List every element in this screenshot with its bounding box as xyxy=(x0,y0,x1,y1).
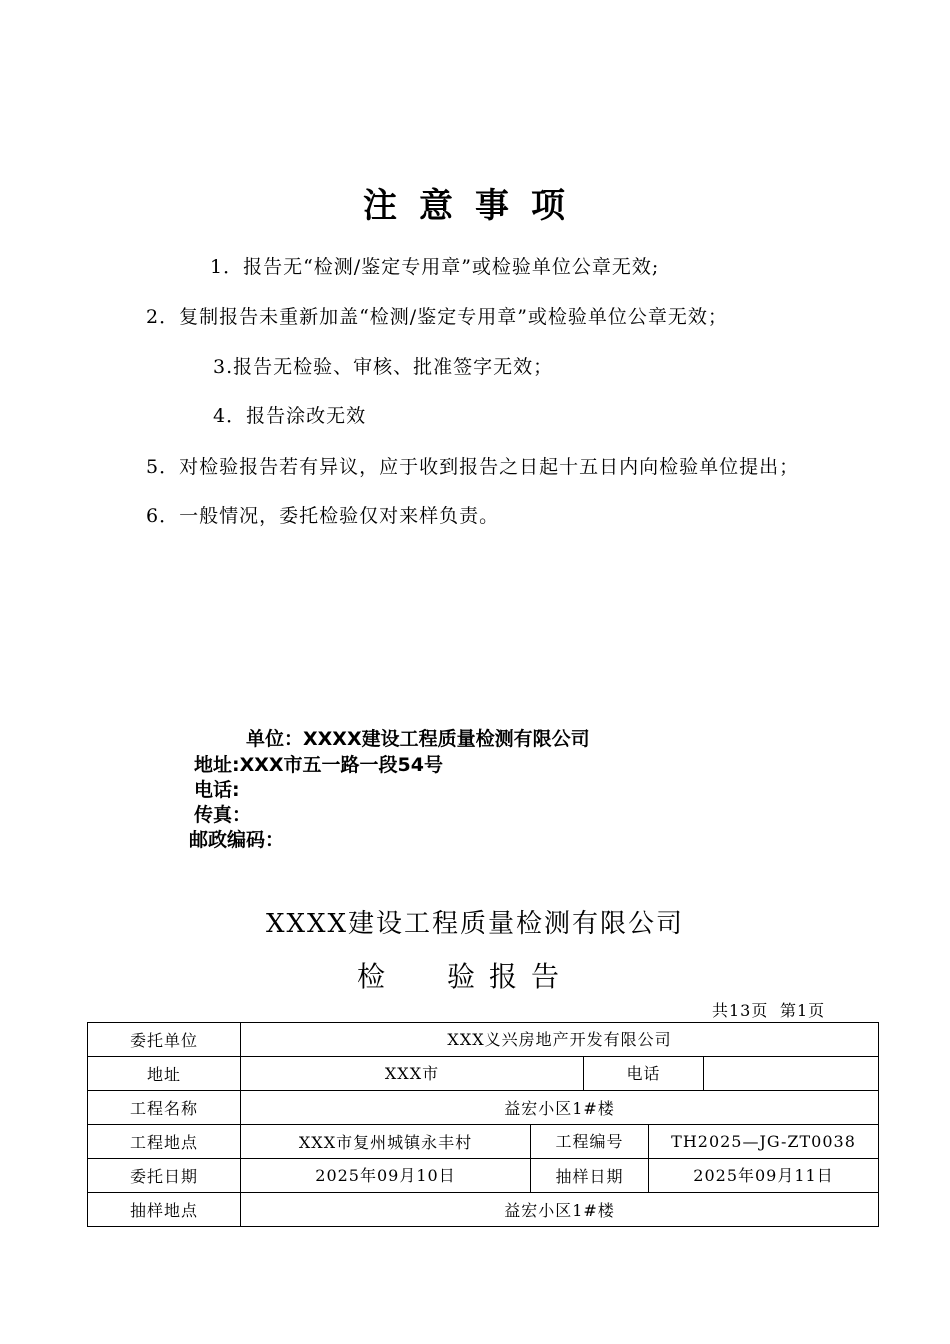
project-name-label: 工程名称 xyxy=(88,1091,241,1125)
contact-postcode: 邮政编码： xyxy=(189,829,285,851)
contact-address: 地址:XXX市五一路一段54号 xyxy=(194,754,443,776)
total-pages: 共13页 xyxy=(712,1001,769,1020)
report-title xyxy=(357,955,559,995)
sampling-date-value: 2025年09月11日 xyxy=(649,1159,879,1193)
client-label: 委托单位 xyxy=(88,1023,241,1057)
phone-label: 电话 xyxy=(584,1057,704,1091)
table-row xyxy=(88,1193,879,1227)
table-row xyxy=(88,1023,879,1057)
notice-item-3: 3.报告无检验、审核、批准签字无效； xyxy=(213,356,554,378)
report-title-part1: 检 xyxy=(357,960,386,993)
notice-item-2: 2．复制报告未重新加盖“检测/鉴定专用章”或检验单位公章无效； xyxy=(146,306,728,328)
notice-item-6: 6．一般情况，委托检验仅对来样负责。 xyxy=(146,505,500,527)
notice-item-5: 5．对检验报告若有异议，应于收到报告之日起十五日内向检验单位提出； xyxy=(146,456,800,478)
notice-title: 注意事项 xyxy=(363,186,587,226)
table-row xyxy=(88,1125,879,1159)
notice-item-1: 1．报告无“检测/鉴定专用章”或检验单位公章无效; xyxy=(210,256,660,278)
address-label: 地址 xyxy=(88,1057,241,1091)
address-value: XXX市 xyxy=(241,1057,584,1091)
commission-date-value: 2025年09月10日 xyxy=(241,1159,531,1193)
sampling-site-label: 抽样地点 xyxy=(88,1193,241,1227)
table-row xyxy=(88,1091,879,1125)
report-info-table xyxy=(87,1022,879,1227)
sampling-site-value: 益宏小区1#楼 xyxy=(241,1193,879,1227)
commission-date-label: 委托日期 xyxy=(88,1159,241,1193)
contact-phone: 电话: xyxy=(194,779,240,801)
page-number: 第1页 xyxy=(780,1001,826,1020)
project-site-label: 工程地点 xyxy=(88,1125,241,1159)
report-company: XXXX建设工程质量检测有限公司 xyxy=(265,909,685,939)
project-no-label: 工程编号 xyxy=(531,1125,649,1159)
table-row xyxy=(88,1159,879,1193)
contact-fax: 传真： xyxy=(194,804,252,826)
report-title-part3: 报 xyxy=(489,960,518,993)
project-site-value: XXX市复州城镇永丰村 xyxy=(241,1125,531,1159)
client-value: XXX义兴房地产开发有限公司 xyxy=(241,1023,879,1057)
project-no-value: TH2025—JG-ZT0038 xyxy=(649,1125,879,1159)
project-name-value: 益宏小区1#楼 xyxy=(241,1091,879,1125)
report-title-part2: 验 xyxy=(447,960,476,993)
sampling-date-label: 抽样日期 xyxy=(531,1159,649,1193)
table-row xyxy=(88,1057,879,1091)
notice-item-4: 4．报告涂改无效 xyxy=(213,405,367,427)
phone-value xyxy=(704,1057,879,1091)
contact-unit: 单位：XXXX建设工程质量检测有限公司 xyxy=(246,728,590,750)
report-title-part4: 告 xyxy=(531,960,560,993)
